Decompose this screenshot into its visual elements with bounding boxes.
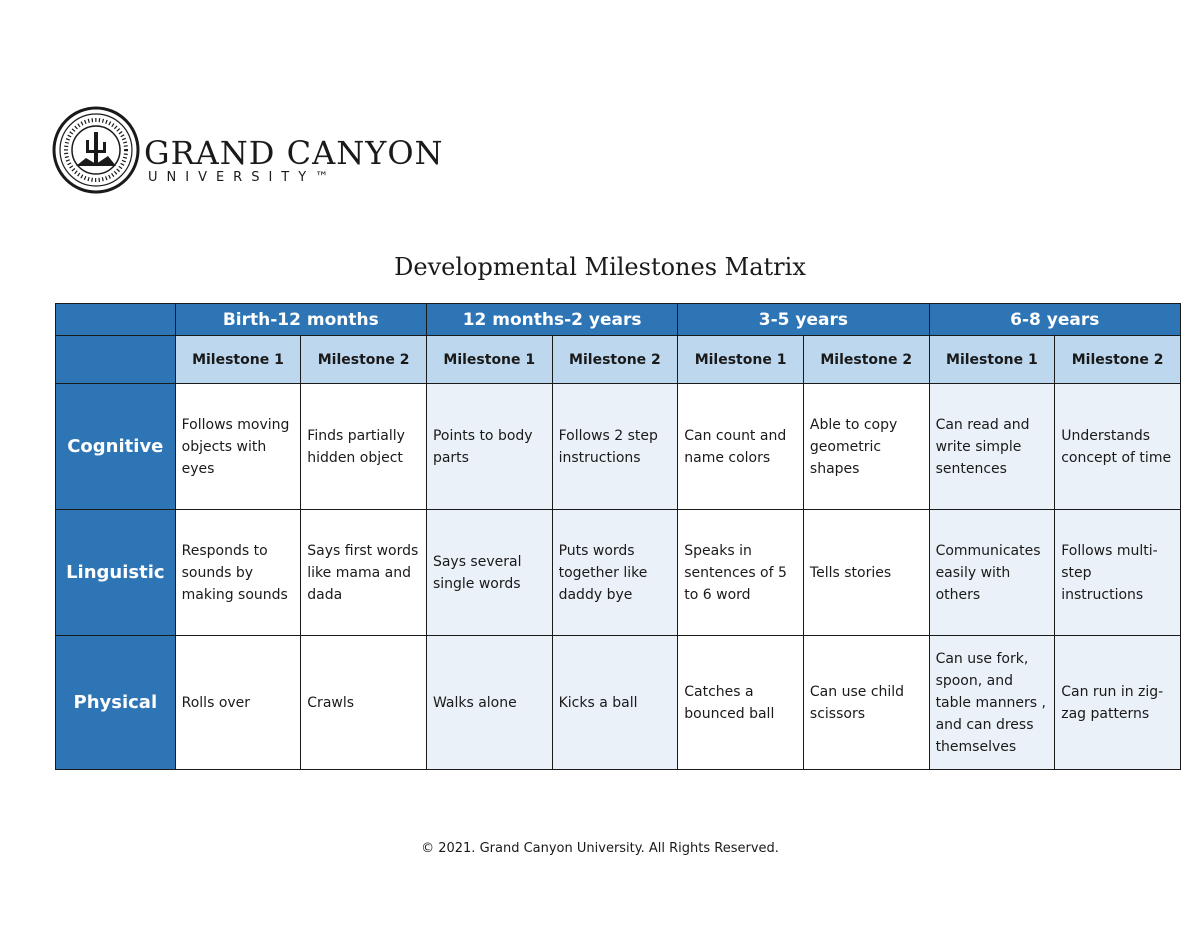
milestone-cell: Puts words together like daddy bye xyxy=(552,510,678,636)
milestone-header: Milestone 2 xyxy=(1055,336,1181,384)
domain-label-physical: Physical xyxy=(56,636,176,770)
milestone-cell: Able to copy geometric shapes xyxy=(803,384,929,510)
milestone-cell: Responds to sounds by making sounds xyxy=(175,510,301,636)
milestone-header: Milestone 2 xyxy=(803,336,929,384)
milestone-cell: Points to body parts xyxy=(426,384,552,510)
table-row xyxy=(56,384,1181,510)
milestone-cell: Finds partially hidden object xyxy=(301,384,427,510)
age-group-header-row xyxy=(56,304,1181,336)
milestone-cell: Can count and name colors xyxy=(678,384,804,510)
milestone-cell: Understands concept of time xyxy=(1055,384,1181,510)
corner-cell xyxy=(56,336,176,384)
milestone-cell: Walks alone xyxy=(426,636,552,770)
age-group-header: 6-8 years xyxy=(929,304,1180,336)
milestones-matrix xyxy=(55,303,1181,770)
university-subtitle: UNIVERSITY™ xyxy=(148,170,338,185)
milestone-header: Milestone 1 xyxy=(678,336,804,384)
milestone-cell: Speaks in sentences of 5 to 6 word xyxy=(678,510,804,636)
corner-cell xyxy=(56,304,176,336)
university-wordmark xyxy=(144,136,444,185)
milestone-header: Milestone 1 xyxy=(426,336,552,384)
table-row xyxy=(56,636,1181,770)
milestone-cell: Follows 2 step instructions xyxy=(552,384,678,510)
milestone-cell: Can use child scissors xyxy=(803,636,929,770)
milestone-cell: Tells stories xyxy=(803,510,929,636)
domain-label-linguistic: Linguistic xyxy=(56,510,176,636)
milestone-cell: Follows multi-step instructions xyxy=(1055,510,1181,636)
milestone-cell: Follows moving objects with eyes xyxy=(175,384,301,510)
milestone-cell: Can use fork, spoon, and table manners , and can dress themselves xyxy=(929,636,1055,770)
milestone-cell: Can read and write simple sentences xyxy=(929,384,1055,510)
milestone-cell: Rolls over xyxy=(175,636,301,770)
milestone-header-row xyxy=(56,336,1181,384)
milestone-cell: Says several single words xyxy=(426,510,552,636)
milestone-cell: Crawls xyxy=(301,636,427,770)
copyright-footer: © 2021. Grand Canyon University. All Rights Reserved. xyxy=(421,841,779,856)
milestone-cell: Communicates easily with others xyxy=(929,510,1055,636)
milestone-cell: Kicks a ball xyxy=(552,636,678,770)
age-group-header: 12 months-2 years xyxy=(426,304,677,336)
milestone-cell: Can run in zig-zag patterns xyxy=(1055,636,1181,770)
milestone-cell: Says first words like mama and dada xyxy=(301,510,427,636)
page-title: Developmental Milestones Matrix xyxy=(394,253,806,281)
university-name: GRAND CANYON xyxy=(144,134,444,172)
age-group-header: Birth-12 months xyxy=(175,304,426,336)
milestone-header: Milestone 2 xyxy=(301,336,427,384)
table-row xyxy=(56,510,1181,636)
milestone-header: Milestone 2 xyxy=(552,336,678,384)
milestone-header: Milestone 1 xyxy=(175,336,301,384)
domain-label-cognitive: Cognitive xyxy=(56,384,176,510)
milestone-header: Milestone 1 xyxy=(929,336,1055,384)
university-seal-icon xyxy=(52,106,140,194)
age-group-header: 3-5 years xyxy=(678,304,929,336)
gcu-logo xyxy=(52,106,444,196)
milestone-cell: Catches a bounced ball xyxy=(678,636,804,770)
